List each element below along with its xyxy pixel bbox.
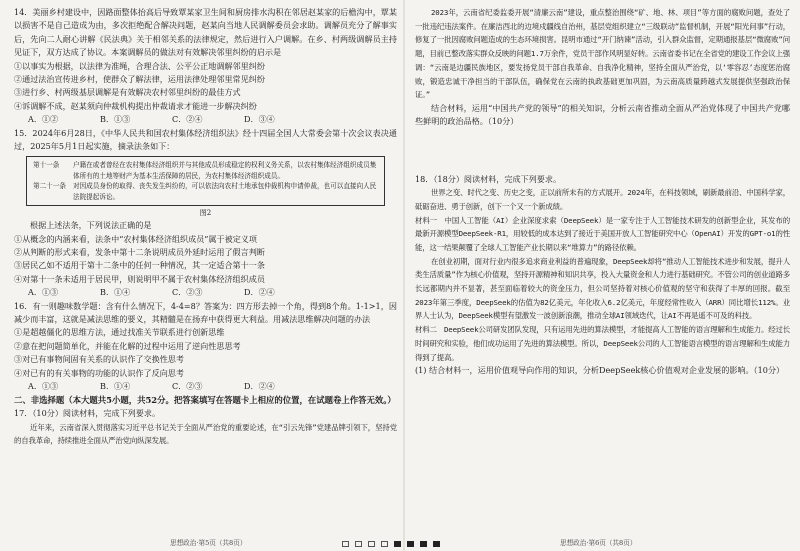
q18-task-1: (1) 结合材料一，运用价值观导向作用的知识，分析DeepSeek核心价值观对企业发展的影响。（10分） (415, 365, 785, 376)
q15-item-4: ④对第十一条未适用于居民甲，则说明甲不属于农村集体经济组织成员 (14, 273, 265, 284)
q15-item-1: ①从概念的内涵来看，法条中“农村集体经济组织成员”属于被定义项 (14, 233, 257, 244)
footer-left: 思想政治·第5页（共8页） (170, 539, 247, 547)
footer-right: 思想政治·第6页（共8页） (560, 539, 637, 547)
q14-option-d: D．③④ (244, 114, 275, 125)
q16-item-1: ①是超越僵化的思维方法，通过找准关节联系进行创新思维 (14, 327, 225, 338)
q16-option-c: C．②③ (172, 380, 203, 391)
q17-material: 近年来，云南省深入贯彻落实习近平总书记关于全面从严治党的重要论述，在“引云先锋”党建品牌引领下，坚持党的自我革命，持续推进全面从严治党向纵深发展。 (14, 422, 397, 446)
q18-material-1b: 在创业初期，面对行业内很多追求商业利益的普遍现象，DeepSeek却将“推动人工智能技术进步和发展，提升人类生活质量”作为核心价值观，坚持开源精神和知识共享，投入大量资金和人力进行基础研究。不管公司的创业道路多长远都期内并不显著，甚至面临着较大的资金压力，但公司坚持着对核心价值观的坚守和获得了丰厚的回报。截至2023年第三季度，DeepSeek的估值为82亿美元，年化收入6.2亿美元，年度经常性收入（ARR）同比增长112%。业界人士认为，DeepSeek模型有望激发一波创新浪潮，推动全球AI领域迭代，让AI不再是遥不可及的科技。 (415, 256, 790, 321)
law-article-21-no: 第二十一条 (33, 182, 66, 191)
law-article-11-no: 第十一条 (33, 161, 60, 170)
q15-option-c: C．②③ (172, 287, 203, 298)
mark-filled (394, 541, 401, 547)
law-article-21-text: 对因成员身份的取得、丧失发生纠纷的，可以依法向农村土地承包仲裁机构申请仲裁，也可以直接向人民法院提起诉讼。 (73, 182, 377, 201)
q14-options (14, 113, 397, 126)
q14-option-c: C．②④ (172, 114, 203, 125)
q14-stem: 14．美丽乡村建设中，因路面整体抬高后导致覃某家卫生间和厨房排水沟积在邻居赵某家的后檐沟中，覃某以损害不是自己造成为由，多次拒绝配合解决问题，赵某向当地人民调解委员会求助。调解员充分了解事实后，先向二人耐心讲解《民法典》关于相邻关系的法律规定，然后进行入户调解。在乡、村两级调解员主持见证下，双方达成了协议。本案调解员的做法对有效解决邻里纠纷的启示是 (14, 7, 397, 58)
q15-stem: 15．2024年6月28日，《中华人民共和国农村集体经济组织法》经十四届全国人大常委会第十次会议表决通过，2025年5月1日起实施，摘录法条如下： (14, 127, 397, 152)
mark-empty (342, 541, 349, 547)
q18-stem: 18．（18分）阅读材料，完成下列要求。 (415, 173, 562, 184)
q17-stem: 17．（10分）阅读材料，完成下列要求。 (14, 408, 161, 419)
q17-material-cont: 2023年，云南省纪委监委开展“清廉云南”建设，重点整治围绕“矿、地、林、项目”等方面的腐败问题，查处了一批违纪违法案件。在廉洁西北的边境戍疆线自治州，基层党组织建立“三级联动”监督机制，开展“阳光问事”行动，修复了一批因腐败问题造成的生态环境损害。昆明市通过“开门纳谏”活动，引入群众监督，定期通报基层“微腐败”问题，目前已整改落实群众反映的问题1.7万余件，党员干部作风明显好转。云南省委书记在全省党的建设工作会议上强调：“云南是边疆民族地区，要发扬党员干部自我革命、自我净化精神，坚持全面从严治党，以‘零容忍’态度惩治腐败，锻造忠诚干净担当的干部队伍，确保党在云南的执政基础更加巩固，为云南高质量跨越式发展提供坚强政治保证。” (415, 8, 790, 100)
q14-item-3: ③进行乡、村两级基层调解是有效解决农村邻里纠纷的最佳方式 (14, 87, 241, 98)
mark-empty (368, 541, 375, 547)
figure-caption: 图2 (199, 209, 212, 218)
law-article-21 (33, 181, 378, 202)
q16-item-2: ②意在把问题简单化，并能在化解的过程中运用了逆向性思思考 (14, 340, 241, 351)
q14-item-1: ①以事实为根据，以法律为准绳，合理合法、公平公正地调解邻里纠纷 (14, 60, 265, 71)
q18-material-1: 材料一 中国人工智能（AI）企业深度求索（DeepSeek）是一家专注于人工智能技术研发的创新型企业，其发布的最新开源模型DeepSeek-R1，用较低的成本达到了接近于美国开放人工智能研究中心（OpenAI）开发的GPT-o1的性能，这一结果颠覆了全球人工智能产业长期以来“堆算力”的路径依赖。 (415, 215, 790, 252)
q18-material-2: 材料二 DeepSeek公司研发团队发现，只有运用先进的算法模型，才能提高人工智能的语言理解和生成能力。经过长时间研究和实验，他们成功运用了先进的算法模型。所以，DeepSeek公司的人工智能语言模型的语言理解和生成能力得到了提高。 (415, 325, 790, 362)
q15-lead: 根据上述法条，下列说法正确的是 (30, 220, 152, 231)
section-2-heading: 二、非选择题（本大题共5小题，共52分。把答案填写在答题卡上相应的位置，在试题卷上作答无效。） (14, 395, 396, 406)
q14-item-2: ②通过法治宣传进乡村，使群众了解法律，运用法律处理邻里常见纠纷 (14, 74, 265, 85)
q16-option-b: B．①④ (100, 380, 131, 391)
q14-option-a: A．①② (28, 114, 59, 125)
q15-item-2: ②从判断的形式来看，发条中第十二条说明成员外延时运用了假言判断 (14, 246, 265, 257)
answer-space (415, 129, 790, 173)
law-excerpt-box (26, 156, 385, 206)
law-article-11-text: 户籍在或者曾经在农村集体经济组织并与其他成员形成稳定的权利义务关系，以农村集体经济组织成员集体所有的土地等财产为基本生活保障的居民，为农村集体经济组织成员。 (73, 161, 377, 180)
q14-option-b: B．①③ (100, 114, 131, 125)
mark-empty (355, 541, 362, 547)
q16-options (14, 380, 397, 393)
q16-option-d: D．②④ (244, 380, 275, 391)
page-marks (342, 541, 440, 547)
q16-option-a: A．①③ (28, 380, 59, 391)
mark-empty (381, 541, 388, 547)
q15-item-3: ③居民乙如不适用于第十二条中的任何一种情况，其一定适合第十一条 (14, 260, 265, 271)
q15-option-a: A．①③ (28, 287, 59, 298)
page-right (405, 0, 800, 551)
q15-option-d: D．②④ (244, 287, 275, 298)
q16-item-4: ④对已有的有关事物的功能的认识作了反向思考 (14, 367, 184, 378)
q14-item-4: ④诉调解不成，赵某须向仲裁机构提出仲裁请求才能进一步解决纠纷 (14, 100, 257, 111)
q15-option-b: B．①④ (100, 287, 131, 298)
q16-item-3: ③对已有事物间固有关系的认识作了交换性思考 (14, 354, 184, 365)
mark-filled (433, 541, 440, 547)
law-article-11 (33, 160, 378, 181)
q15-options (14, 286, 397, 299)
mark-filled (407, 541, 414, 547)
mark-filled (420, 541, 427, 547)
q16-stem: 16．有一则趣味数学题：含有什么情况下，4-4=8？答案为：四方形去掉一个角，得到8个角。1-1>1，因减少而丰富，这就是减法思维的要义，其精髓是在扬弃中获得更大利益。用减法思维解决问题的办法 (14, 300, 397, 324)
q17-task: 结合材料，运用“中国共产党的领导”的相关知识，分析云南省推动全面从严治党体现了中国共产党哪些鲜明的政治品格。（10分） (415, 102, 790, 127)
q18-intro: 世界之变、时代之变、历史之变，正以前所未有的方式展开。2024年，在科技领域，刷新最前沿、中国科学家，砥砺奋进、勇于创新，创下一个又一个新成绩。 (415, 188, 790, 211)
